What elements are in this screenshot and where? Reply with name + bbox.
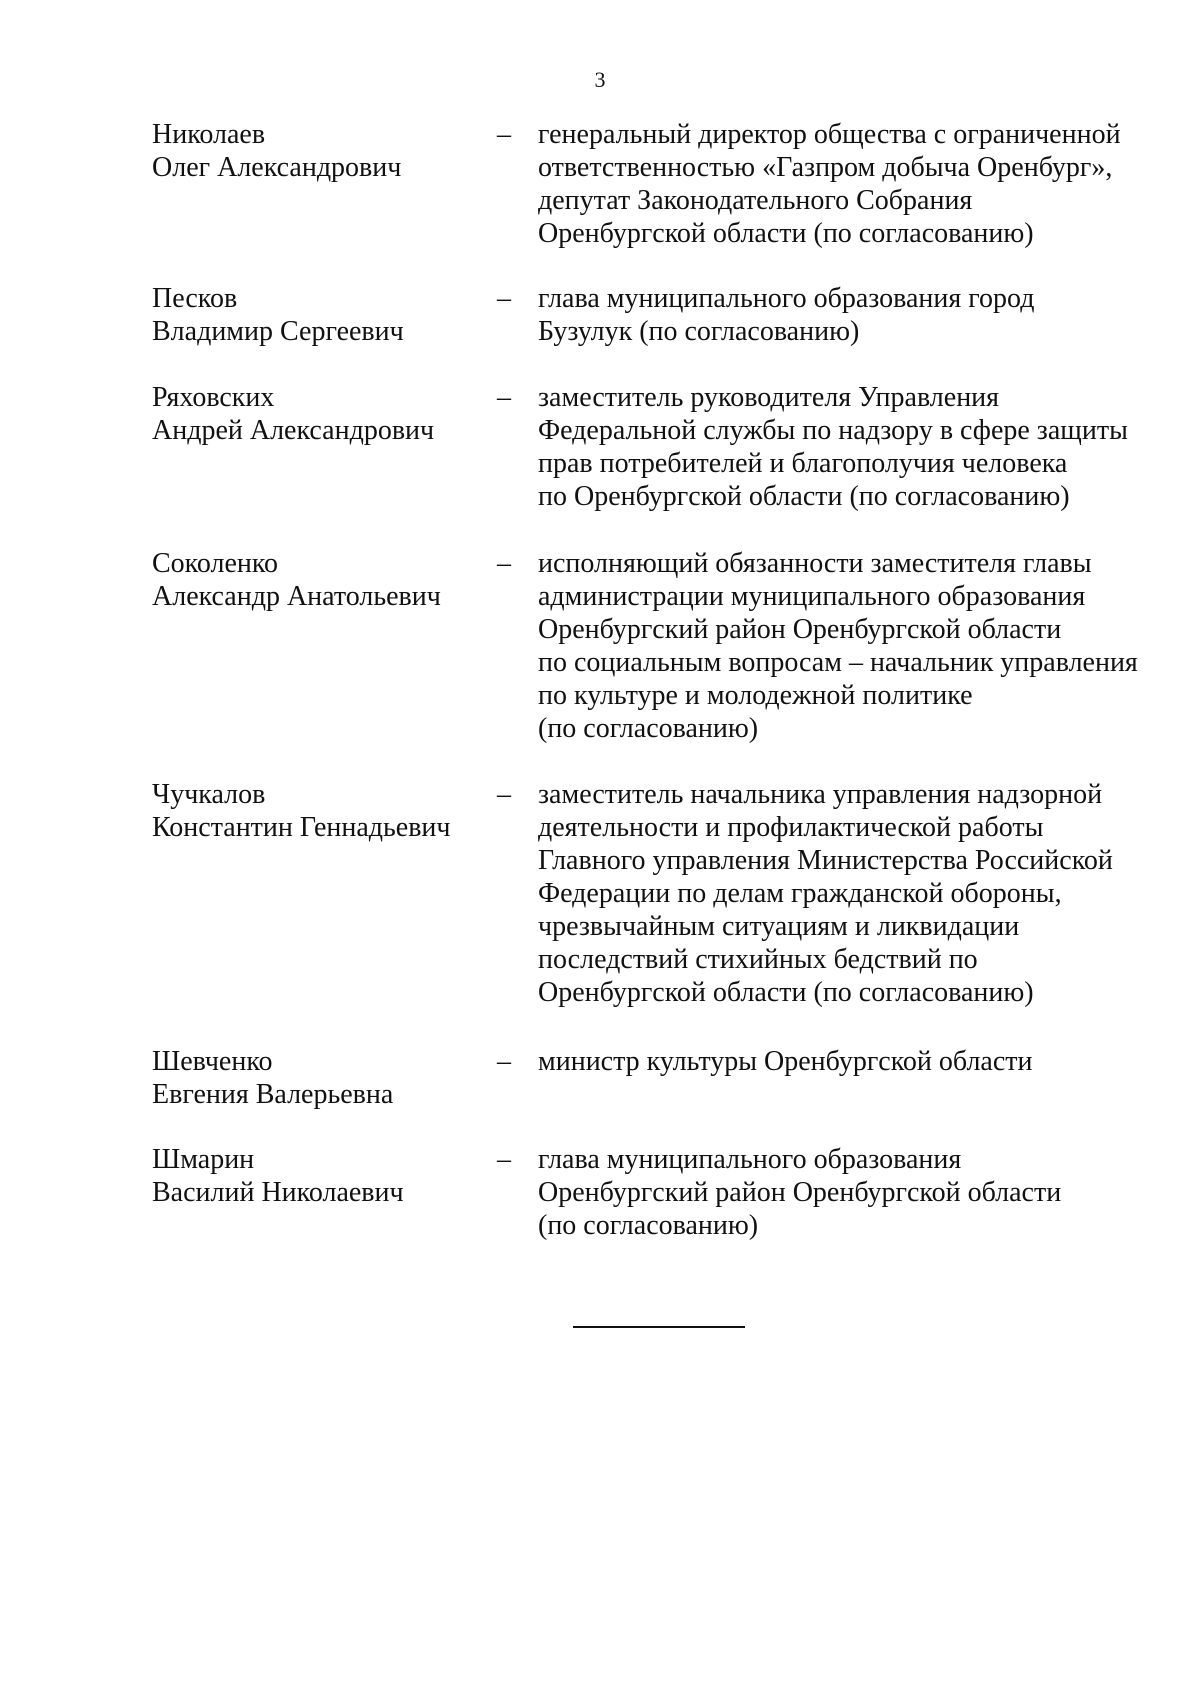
role-line: администрации муниципального образования xyxy=(538,581,1086,612)
role-line: чрезвычайным ситуациям и ликвидации xyxy=(538,911,1020,942)
member-given-names: Василий Николаевич xyxy=(152,1177,404,1208)
member-role xyxy=(538,282,1178,348)
role-line: деятельности и профилактической работы xyxy=(538,812,1044,843)
role-line: генеральный директор общества с ограниченной xyxy=(538,119,1121,150)
member-role xyxy=(538,778,1178,1009)
role-line: по Оренбургской области (по согласованию) xyxy=(538,481,1070,512)
member-name xyxy=(152,1143,492,1209)
member-given-names: Евгения Валерьевна xyxy=(152,1079,394,1110)
role-line: депутат Законодательного Собрания xyxy=(538,185,973,216)
member-surname: Николаев xyxy=(152,119,266,150)
separator-dash: – xyxy=(497,382,511,413)
role-line: прав потребителей и благополучия человека xyxy=(538,448,1068,479)
member-role xyxy=(538,1143,1178,1242)
role-line: Оренбургский район Оренбургской области xyxy=(538,1177,1062,1208)
role-line: ответственностью «Газпром добыча Оренбург», xyxy=(538,152,1113,183)
closing-rule xyxy=(573,1326,745,1328)
role-line: (по согласованию) xyxy=(538,1210,759,1241)
member-given-names: Александр Анатольевич xyxy=(152,581,441,612)
role-line: Оренбургский район Оренбургской области xyxy=(538,614,1062,645)
member-surname: Шмарин xyxy=(152,1144,255,1175)
role-line: Федерации по делам гражданской обороны, xyxy=(538,878,1062,909)
member-role xyxy=(538,118,1178,250)
separator-dash: – xyxy=(497,119,511,150)
role-line: исполняющий обязанности заместителя главы xyxy=(538,548,1092,579)
role-line: (по согласованию) xyxy=(538,713,759,744)
role-line: по культуре и молодежной политике xyxy=(538,680,973,711)
member-surname: Чучкалов xyxy=(152,779,266,810)
member-given-names: Андрей Александрович xyxy=(152,415,435,446)
member-given-names: Константин Геннадьевич xyxy=(152,812,451,843)
role-line: министр культуры Оренбургской области xyxy=(538,1046,1033,1077)
role-line: глава муниципального образования xyxy=(538,1144,962,1175)
member-role xyxy=(538,547,1178,745)
role-line: по социальным вопросам – начальник управления xyxy=(538,647,1138,678)
member-surname: Шевченко xyxy=(152,1046,273,1077)
role-line: Оренбургской области (по согласованию) xyxy=(538,977,1034,1008)
separator-dash: – xyxy=(497,779,511,810)
separator-dash: – xyxy=(497,1046,511,1077)
separator-dash: – xyxy=(497,1144,511,1175)
member-given-names: Олег Александрович xyxy=(152,152,402,183)
role-line: Оренбургской области (по согласованию) xyxy=(538,218,1034,249)
role-line: последствий стихийных бедствий по xyxy=(538,944,978,975)
role-line: Бузулук (по согласованию) xyxy=(538,316,860,347)
member-given-names: Владимир Сергеевич xyxy=(152,316,404,347)
member-name xyxy=(152,778,492,844)
member-name xyxy=(152,118,492,184)
member-surname: Ряховских xyxy=(152,382,275,413)
role-line: заместитель руководителя Управления xyxy=(538,382,1000,413)
role-line: Федеральной службы по надзору в сфере защиты xyxy=(538,415,1128,446)
member-name xyxy=(152,547,492,613)
role-line: глава муниципального образования город xyxy=(538,283,1035,314)
separator-dash: – xyxy=(497,548,511,579)
separator-dash: – xyxy=(497,283,511,314)
member-surname: Песков xyxy=(152,283,238,314)
member-name xyxy=(152,282,492,348)
page-number: 3 xyxy=(594,67,606,92)
role-line: Главного управления Министерства Российской xyxy=(538,845,1113,876)
member-name xyxy=(152,381,492,447)
member-surname: Соколенко xyxy=(152,548,279,579)
role-line: заместитель начальника управления надзорной xyxy=(538,779,1103,810)
member-role xyxy=(538,381,1178,513)
member-role xyxy=(538,1045,1178,1078)
member-name xyxy=(152,1045,492,1111)
